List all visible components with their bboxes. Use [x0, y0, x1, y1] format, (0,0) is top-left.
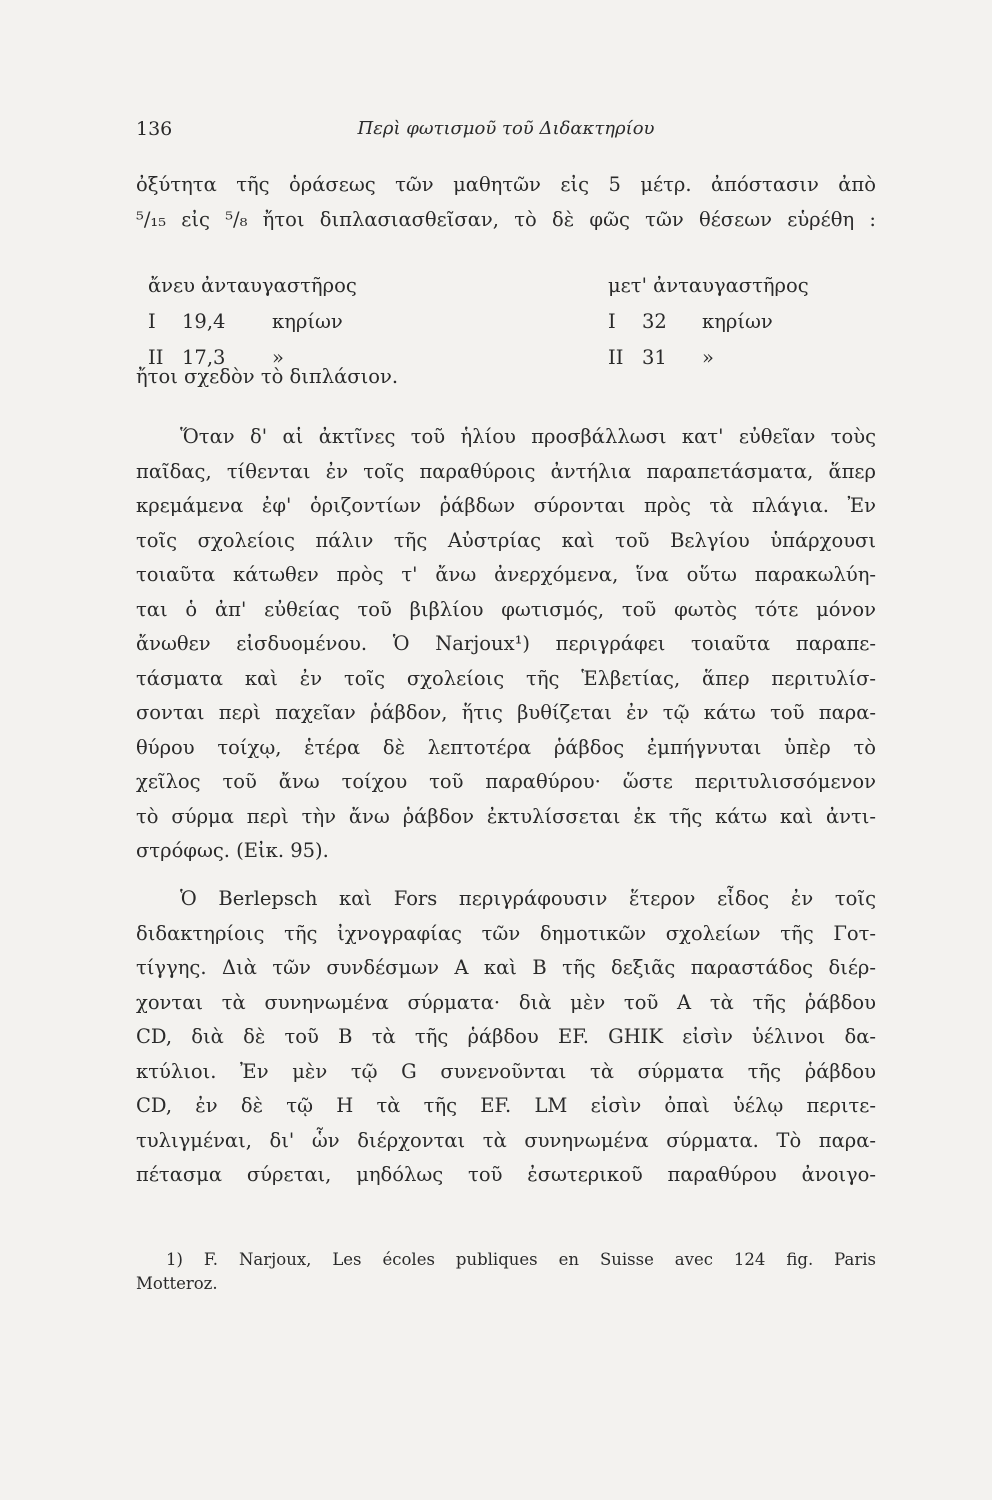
comparison-left-column [148, 268, 488, 376]
comparison-row [608, 340, 876, 376]
text-line: Ὁ Berlepsch καὶ Fors περιγράφουσιν ἕτερον εἶδος ἐν τοῖς [180, 887, 876, 910]
text-line: ὀξύτητα τῆς ὁράσεως τῶν μαθητῶν εἰς 5 μέτρ. ἀπόστασιν ἀπὸ [136, 173, 876, 196]
text-line: πέτασμα σύρεται, μηδόλως τοῦ ἐσωτερικοῦ παραθύρου ἀνοιγο- [136, 1163, 876, 1186]
text-line: κτύλιοι. Ἐν μὲν τῷ G συνενοῦνται τὰ σύρματα τῆς ῥάβδου [136, 1059, 876, 1083]
text-line: CD, ἐν δὲ τῷ H τὰ τῆς EF. LM εἰσὶν ὀπαὶ ὑέλῳ περιτε- [136, 1094, 876, 1117]
unit: κηρίων [272, 310, 343, 333]
page-number: 136 [136, 118, 173, 140]
paragraph-1 [136, 168, 876, 237]
footnote [136, 1248, 876, 1296]
text-line: παῖδας, τίθενται ἐν τοῖς παραθύροις ἀντήλια παραπετάσματα, ἅπερ [136, 459, 876, 483]
text-line: σονται περὶ παχεῖαν ῥάβδον, ἥτις βυθίζεται ἐν τῷ κάτω τοῦ παρα- [136, 701, 876, 724]
text-line: Ὅταν δ' αἱ ἀκτῖνες τοῦ ἡλίου προσβάλλωσι κατ' εὐθεῖαν τοὺς [180, 425, 876, 448]
text-line: κρεμάμενα ἐφ' ὁριζοντίων ῥάβδων σύρονται πρὸς τὰ πλάγια. Ἐν [136, 494, 876, 517]
value: 32 [642, 310, 667, 333]
text-line: ται ὁ ἀπ' εὐθείας τοῦ βιβλίου φωτισμός, τοῦ φωτὸς τότε μόνον [136, 597, 876, 621]
unit: » [272, 346, 284, 369]
text-line: διδακτηρίοις τῆς ἰχνογραφίας τῶν δημοτικῶν σχολείων τῆς Γοτ- [136, 921, 876, 945]
column-header: ἄνευ ἀνταυγαστῆρος [148, 274, 357, 297]
unit: » [702, 346, 714, 369]
comparison-row [148, 304, 488, 340]
value: 31 [642, 346, 667, 369]
text-line: στρόφως. (Εἰκ. 95). [136, 839, 329, 862]
text-line: χονται τὰ συνηνωμένα σύρματα· διὰ μὲν τοῦ A τὰ τῆς ῥάβδου [136, 990, 876, 1014]
unit: κηρίων [702, 310, 773, 333]
page-header [136, 118, 876, 148]
paragraph-2 [136, 420, 876, 869]
text-line: τὸ σύρμα περὶ τὴν ἄνω ῥάβδον ἐκτυλίσσεται ἐκ τῆς κάτω καὶ ἀντι- [136, 804, 876, 828]
comparison-row [608, 304, 876, 340]
text-line: τοῖς σχολείοις πάλιν τῆς Αὐστρίας καὶ τοῦ Βελγίου ὑπάρχουσι [136, 528, 876, 552]
text-line: θύρου τοίχῳ, ἑτέρα δὲ λεπτοτέρα ῥάβδος ἐμπήγνυται ὑπὲρ τὸ [136, 735, 876, 759]
running-head: Περὶ φωτισμοῦ τοῦ Διδακτηρίου [357, 118, 655, 139]
comparison-conclusion: ἤτοι σχεδὸν τὸ διπλάσιον. [136, 365, 399, 388]
roman-numeral: II [608, 346, 624, 369]
text-line: τυλιγμέναι, δι' ὧν διέρχονται τὰ συνηνωμένα σύρματα. Τὸ παρα- [136, 1128, 876, 1152]
text-line: χεῖλος τοῦ ἄνω τοίχου τοῦ παραθύρου· ὥστε περιτυλισσόμενον [136, 770, 876, 793]
text-line: CD, διὰ δὲ τοῦ B τὰ τῆς ῥάβδου EF. GHIK εἰσὶν ὑέλινοι δα- [136, 1025, 876, 1048]
text-line: τίγγης. Διὰ τῶν συνδέσμων A καὶ B τῆς δεξιᾶς παραστάδος διέρ- [136, 956, 876, 979]
roman-numeral: I [608, 310, 616, 333]
footnote-line: Motteroz. [136, 1274, 218, 1293]
text-line: τάσματα καὶ ἐν τοῖς σχολείοις τῆς Ἑλβετίας, ἅπερ περιτυλίσ- [136, 666, 876, 690]
text-line: ἄνωθεν εἰσδυομένου. Ὁ Narjoux¹) περιγράφει τοιαῦτα παραπε- [136, 632, 876, 655]
value: 17,3 [182, 346, 226, 369]
text-line: τοιαῦτα κάτωθεν πρὸς τ' ἄνω ἀνερχόμενα, ἵνα οὕτω παρακωλύη- [136, 563, 876, 586]
value: 19,4 [182, 310, 226, 333]
roman-numeral: I [148, 310, 156, 333]
column-header: μετ' ἀνταυγαστῆρος [608, 274, 809, 297]
comparison-right-column [608, 268, 876, 376]
footnote-line: 1) F. Narjoux, Les écoles publiques en Suisse avec 124 fig. Paris [166, 1250, 876, 1269]
text-line: ⁵/₁₅ εἰς ⁵/₈ ἤτοι διπλασιασθεῖσαν, τὸ δὲ φῶς τῶν θέσεων εὑρέθη : [136, 207, 876, 231]
paragraph-3 [136, 882, 876, 1193]
roman-numeral: II [148, 346, 164, 369]
